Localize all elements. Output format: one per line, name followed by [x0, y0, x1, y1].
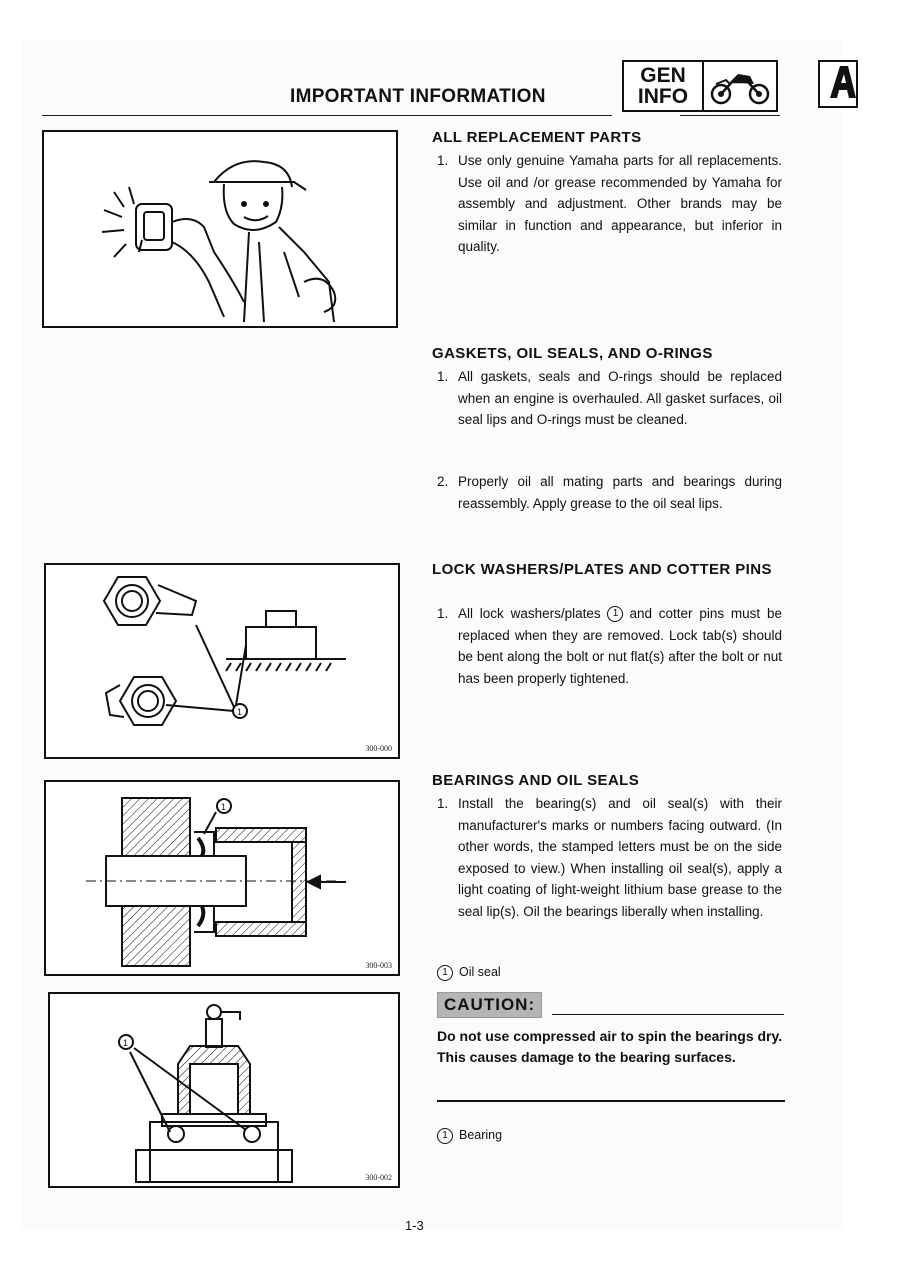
- section-tab-icon: [818, 60, 858, 108]
- list-item: [437, 793, 782, 922]
- item-text: [458, 603, 782, 689]
- list-item: [437, 471, 782, 514]
- figure-code: 300-002: [365, 1173, 392, 1182]
- item-number: 1.: [437, 606, 449, 621]
- callout-number: 1: [607, 606, 623, 622]
- legend-text: Bearing: [459, 1128, 503, 1142]
- item-text: Properly oil all mating parts and bearings during reassembly. Apply grease to the oil seal lips.: [458, 474, 782, 511]
- figure-genuine-parts: [42, 130, 398, 328]
- callout-number: 1: [437, 965, 453, 981]
- motorcycle-icon: [704, 60, 778, 112]
- item-text: All gaskets, seals and O-rings should be replaced when an engine is overhauled. All gasket surfaces, oil seal lips and O-rings must be cleaned.: [458, 369, 782, 427]
- figure-lock-washers: [44, 563, 400, 759]
- list-item: [437, 150, 782, 258]
- caution-badge: CAUTION:: [437, 992, 542, 1018]
- figure-code: 300-003: [365, 961, 392, 970]
- fig3-callout: 1: [221, 802, 227, 812]
- item-number: 2.: [437, 474, 449, 489]
- item-text: Use only genuine Yamaha parts for all replacements. Use oil and /or grease recommended by Yamaha for assembly and adjustment. Other brands may be similar in function and appearance, but inferior in quality.: [458, 153, 782, 254]
- legend-oil-seal: [437, 963, 501, 981]
- badge-line-2: INFO: [637, 85, 689, 108]
- legend-bearing: [437, 1126, 502, 1144]
- fig2-callout: 1: [237, 707, 243, 717]
- page-number: 1-3: [405, 1218, 424, 1233]
- fig4-callout: 1: [123, 1038, 129, 1048]
- badge-line-1: GEN: [640, 64, 686, 87]
- list-item: [437, 603, 782, 689]
- heading-gaskets: GASKETS, OIL SEALS, AND O-RINGS: [432, 345, 713, 362]
- caution-rule: [552, 1014, 784, 1015]
- list-item: [437, 366, 782, 431]
- figure-oil-seal: [44, 780, 400, 976]
- heading-replacement-parts: ALL REPLACEMENT PARTS: [432, 129, 642, 146]
- item-text: Install the bearing(s) and oil seal(s) with their manufacturer's marks or numbers facing outward. (In other words, the stamped letters must be on the side exposed to view.) When installing oil seal(s), apply a light coating of light-weight lithium base grease to the seal lip(s). Oil the bearings liberally when installing.: [458, 796, 782, 919]
- item-text-pre: All lock washers/plates: [458, 606, 601, 621]
- heading-lock-washers: LOCK WASHERS/PLATES AND COTTER PINS: [432, 561, 772, 578]
- figure-bearing: [48, 992, 400, 1188]
- figure-code: 300-000: [365, 744, 392, 753]
- gen-info-badge: [622, 60, 704, 112]
- item-number: 1.: [437, 369, 449, 384]
- item-text-post: and cotter pins must be replaced when they are removed. Lock tab(s) should be bent along the bolt or nut flat(s) after the bolt or nut has been properly tightened.: [458, 606, 782, 686]
- heading-bearings: BEARINGS AND OIL SEALS: [432, 772, 640, 789]
- caution-bottom-rule: [437, 1100, 785, 1102]
- header-rule: [42, 115, 612, 116]
- item-number: 1.: [437, 796, 449, 811]
- item-number: 1.: [437, 153, 449, 168]
- header-rule-right: [680, 115, 780, 116]
- page-title: IMPORTANT INFORMATION: [290, 86, 546, 107]
- legend-text: Oil seal: [459, 965, 501, 979]
- callout-number: 1: [437, 1128, 453, 1144]
- caution-text: Do not use compressed air to spin the bearings dry. This causes damage to the bearing surfaces.: [437, 1028, 783, 1065]
